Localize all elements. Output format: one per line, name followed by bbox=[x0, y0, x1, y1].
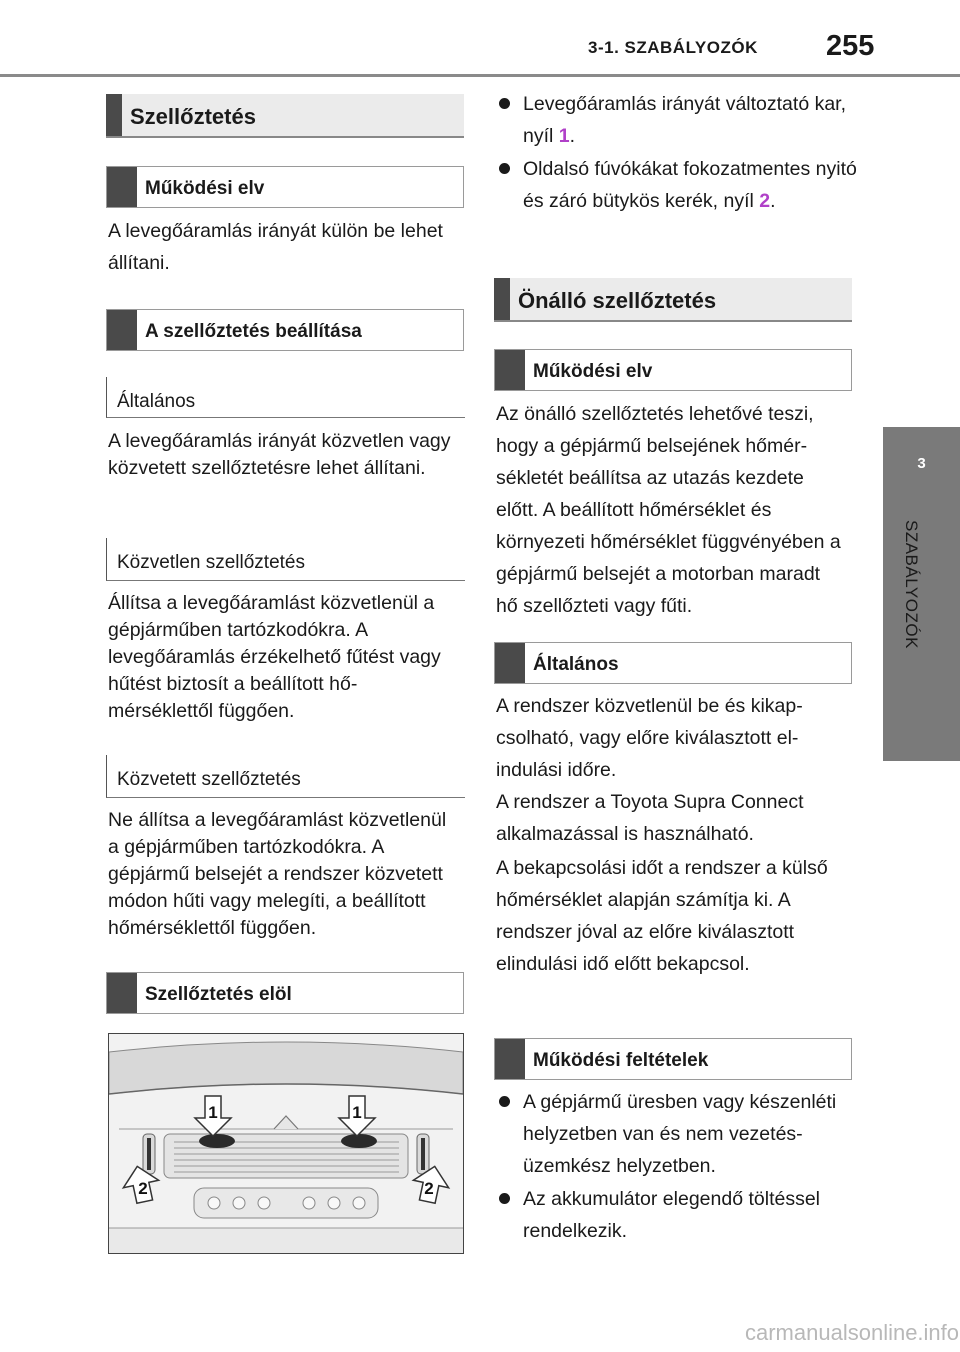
subsection-title-bar bbox=[495, 1039, 525, 1079]
bullet-text: Oldalsó fúvókákat fokozatmentes nyitó és záró bütykös kerék, nyíl bbox=[523, 158, 857, 212]
paragraph: A levegőáramlás irányát külön be lehet állítani. bbox=[108, 220, 443, 274]
subsection-title bbox=[106, 972, 464, 1014]
bullet-item: Levegőáramlás irányát változtató kar, nyíl 1. bbox=[499, 88, 868, 152]
section-title-text: Szellőztetés bbox=[130, 104, 256, 129]
subsection-title bbox=[494, 1038, 852, 1080]
callout-number: 1 bbox=[558, 125, 570, 147]
subsection-title-bar bbox=[495, 643, 525, 683]
subsection-title-text: Szellőztetés elöl bbox=[145, 984, 292, 1005]
minor-heading bbox=[106, 755, 465, 798]
paragraph: A rendszer a Toyota Supra Connect alkalmazással is használható. bbox=[496, 791, 804, 845]
paragraph: A levegőáramlás irányát közvetlen vagy közvetett szellőztetésre lehet állítani. bbox=[108, 430, 451, 479]
section-title-szellozetes bbox=[106, 94, 464, 138]
minor-heading bbox=[106, 377, 465, 418]
minor-heading-text: Közvetlen szellőztetés bbox=[117, 552, 305, 573]
subsection-title-bar bbox=[107, 167, 137, 207]
watermark: carmanualsonline.info bbox=[745, 1320, 960, 1345]
chapter-heading: 3-1. SZABÁLYOZÓK bbox=[588, 38, 758, 57]
section-title-bar bbox=[494, 278, 510, 320]
subsection-title-bar bbox=[107, 310, 137, 350]
minor-heading-text: Közvetett szellőztetés bbox=[117, 769, 301, 790]
figure-label-2-left: 2 bbox=[138, 1179, 148, 1198]
subsection-title-text: Működési feltételek bbox=[533, 1050, 709, 1071]
minor-heading-text: Általános bbox=[117, 391, 196, 412]
chapter-tab-number bbox=[883, 427, 960, 506]
subsection-title-text: Működési elv bbox=[145, 178, 265, 199]
section-title-text: Önálló szellőztetés bbox=[518, 288, 717, 313]
chapter-tab-label: SZABÁLYOZÓK bbox=[902, 520, 921, 649]
figure-label-2-right: 2 bbox=[424, 1179, 434, 1198]
bullet-item: Az akkumulátor elegendő töltéssel rendelkezik. bbox=[499, 1183, 868, 1247]
figure-label-1-right: 1 bbox=[352, 1103, 362, 1122]
page-number: 255 bbox=[826, 30, 875, 62]
subsection-title bbox=[106, 309, 464, 351]
subsection-title-text: A szellőztetés beállítása bbox=[145, 321, 362, 342]
chapter-tab-number-text: 3 bbox=[917, 455, 926, 472]
paragraph: A bekapcsolási időt a rendszer a külső hőmérséklet alapján számítja ki. A rendszer jóval az előre kiválasztott elindulási idő előtt bekapcsol. bbox=[496, 857, 828, 975]
bullet-text: Levegőáramlás irányát változtató kar, nyíl bbox=[523, 93, 847, 147]
subsection-title-text: Általános bbox=[533, 654, 619, 675]
subsection-title bbox=[494, 349, 852, 391]
dashboard-illustration bbox=[109, 1034, 463, 1253]
section-title-onallo bbox=[494, 278, 852, 322]
subsection-title bbox=[106, 166, 464, 208]
bullet-item: A gépjármű üresben vagy készenléti helyzetben van és nem vezetés-üzemkész helyzetben. bbox=[499, 1086, 868, 1182]
dashboard-vents-figure bbox=[108, 1033, 464, 1254]
callout-number: 2 bbox=[759, 190, 771, 212]
minor-heading bbox=[106, 538, 465, 581]
paragraph: A rendszer közvetlenül be és kikapcsolható, vagy előre kiválasztott elindulási időre. bbox=[496, 695, 803, 781]
paragraph: Állítsa a levegőáramlást közvetlenül a gépjárműben tartózkodókra. A levegőáramlás érzékelhető fűtést vagy hűtést biztosít a beállított hőmérséklettől függően. bbox=[108, 592, 441, 722]
chapter-tab bbox=[883, 506, 960, 761]
bullet-item: Oldalsó fúvókákat fokozatmentes nyitó és záró bütykös kerék, nyíl 2. bbox=[499, 153, 868, 217]
figure-label-1-left: 1 bbox=[208, 1103, 218, 1122]
subsection-title-bar bbox=[495, 350, 525, 390]
section-title-bar bbox=[106, 94, 122, 136]
paragraph: Az önálló szellőztetés lehetővé teszi, hogy a gépjármű belsejének hőmérsékletét beállítsa az utazás kezdete előtt. A beállított hőmérséklet és környezeti hőmérséklet függvényében a gépjármű belsejét a motorban maradt hő szellőzteti vagy fűti. bbox=[496, 403, 841, 617]
subsection-title-text: Működési elv bbox=[533, 361, 653, 382]
subsection-title-bar bbox=[107, 973, 137, 1013]
paragraph: Ne állítsa a levegőáramlást közvetlenül a gépjárműben tartózkodókra. A gépjármű belsejét a rendszer közvetett módon hűti vagy melegíti, a beállított hőmérséklettől függően. bbox=[108, 809, 447, 939]
header-divider bbox=[0, 74, 960, 77]
subsection-title bbox=[494, 642, 852, 684]
